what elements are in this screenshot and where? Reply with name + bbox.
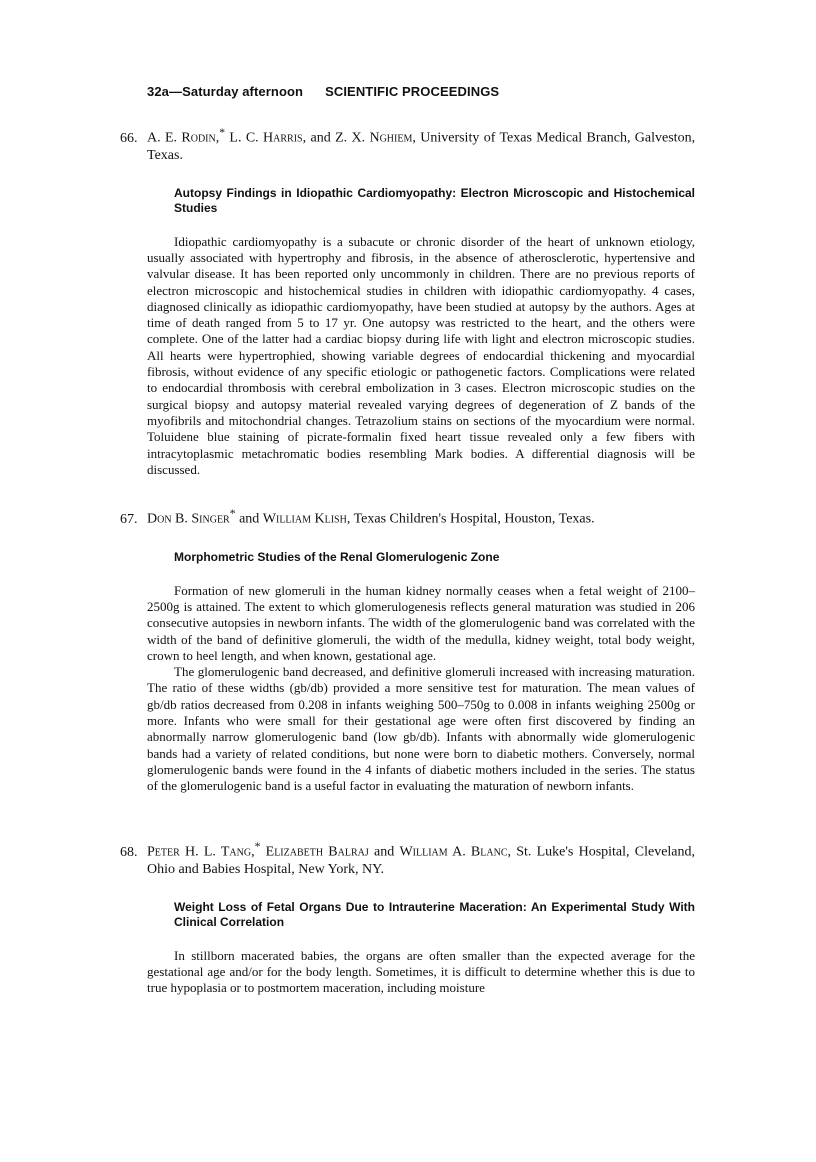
author-joiner: and (239, 511, 260, 527)
author-name: L. C. Harris, (229, 130, 307, 146)
author-name: Z. X. Nghiem, (335, 130, 416, 146)
abstract-body (120, 234, 695, 478)
abstract-entry-66 (120, 124, 695, 478)
author-name: Don B. Singer (147, 511, 230, 527)
abstract-body (120, 948, 695, 997)
author-line (120, 838, 695, 878)
author-line (120, 124, 695, 164)
page-label: 32a—Saturday afternoon (147, 84, 304, 99)
author-joiner: and (373, 844, 395, 860)
affiliation: St. Luke's Hospital, Cleveland, Ohio and Babies Hospital, New York, NY. (147, 844, 696, 877)
section-title: SCIENTIFIC PROCEEDINGS (325, 84, 500, 99)
presenter-mark: * (229, 507, 236, 520)
affiliation: University of Texas Medical Branch, Galveston, Texas. (147, 130, 696, 163)
abstract-body (120, 583, 695, 795)
entry-number: 66. (120, 130, 138, 146)
presenter-mark: * (219, 126, 226, 139)
author-name: A. E. Rodin, (147, 130, 220, 146)
author-line (120, 505, 695, 528)
abstract-entry-67 (120, 505, 695, 795)
author-name: Peter H. L. Tang, (147, 844, 255, 860)
author-joiner: and (310, 130, 331, 146)
abstract-paragraph: In stillborn macerated babies, the organs are often smaller than the expected average for the gestational age and/or for the body length. Sometimes, it is difficult to determine whether this is due to true hypoplasia or to postmortem maceration, including moisture (147, 947, 695, 996)
abstract-paragraph: Idiopathic cardiomyopathy is a subacute or chronic disorder of the heart of unknown etiology, usually associated with hypertrophy and fibrosis, in the absence of atherosclerotic, hypertensive and valvular disease. It has been reported only uncommonly in children. There are no previous reports of electron microscopic and histochemical studies in children with idiopathic cardiomyopathy. 4 cases, diagnosed clinically as idiopathic cardiomyopathy, have been studied at autopsy by the authors. Ages at time of death ranged from 5 to 17 yr. One autopsy was restricted to the heart, and the others were complete. One of the latter had a cardiac biopsy during life with light and electron microscopic studies. All hearts were hypertrophied, showing variable degrees of endocardial thickening and myocardial fibrosis, without evidence of any specific etiologic or pathogenetic factors. Complications were related to endocardial thrombosis with cerebral embolization in 3 cases. Electron microscopic studies on the surgical biopsy and autopsy material revealed varying degrees of degeneration of Z bands of the myofibrils and mitochondrial changes. Tetrazolium stains on sections of the myocardium were normal. Toluidene blue staining of picrate-formalin fixed heart tissue revealed only a few fibers with intracytoplasmic metachromatic bodies resembling Mark bodies. A differential diagnosis will be discussed. (147, 233, 695, 477)
abstract-entry-68 (120, 838, 695, 997)
entry-number: 67. (120, 511, 138, 527)
presenter-mark: * (254, 840, 261, 853)
abstract-title: Morphometric Studies of the Renal Glomerulogenic Zone (174, 549, 500, 564)
author-name: Elizabeth Balraj (265, 844, 369, 860)
running-header (147, 84, 499, 99)
affiliation: Texas Children's Hospital, Houston, Texas. (353, 511, 595, 527)
author-name: William A. Blanc, (399, 844, 511, 860)
abstract-paragraph: The glomerulogenic band decreased, and definitive glomeruli increased with increasing maturation. The ratio of these widths (gb/db) provided a more sensitive test for maturation. The mean values of gb/db ratios decreased from 0.208 in infants weighing 500–750g to 0.008 in infants weighing 2500g or more. Infants who were small for their gestational age were often first discovered by finding an abnormally narrow glomerulogenic band (low gb/db). Infants with abnormally wide glomerulogenic bands had a variety of related conditions, but none were born to diabetic mothers. Conversely, normal glomerulogenic bands were found in the 4 infants of diabetic mothers included in the series. The status of the glomerulogenic band is a useful factor in evaluating the maturation of newborn infants. (147, 664, 695, 794)
entry-number: 68. (120, 844, 138, 860)
abstract-title: Weight Loss of Fetal Organs Due to Intrauterine Maceration: An Experimental Study With Clinical Correlation (174, 899, 695, 929)
abstract-paragraph: Formation of new glomeruli in the human kidney normally ceases when a fetal weight of 2100–2500g is attained. The extent to which glomerulogenesis reflects general maturation was studied in 206 consecutive autopsies in newborn infants. The width of the glomerulogenic band was correlated with the width of the band of definitive glomeruli, the width of the medulla, kidney weight, total body weight, crown to heel length, and when known, gestational age. (147, 582, 695, 663)
abstract-title: Autopsy Findings in Idiopathic Cardiomyopathy: Electron Microscopic and Histochemical Studies (174, 185, 695, 215)
author-name: William Klish, (262, 511, 351, 527)
